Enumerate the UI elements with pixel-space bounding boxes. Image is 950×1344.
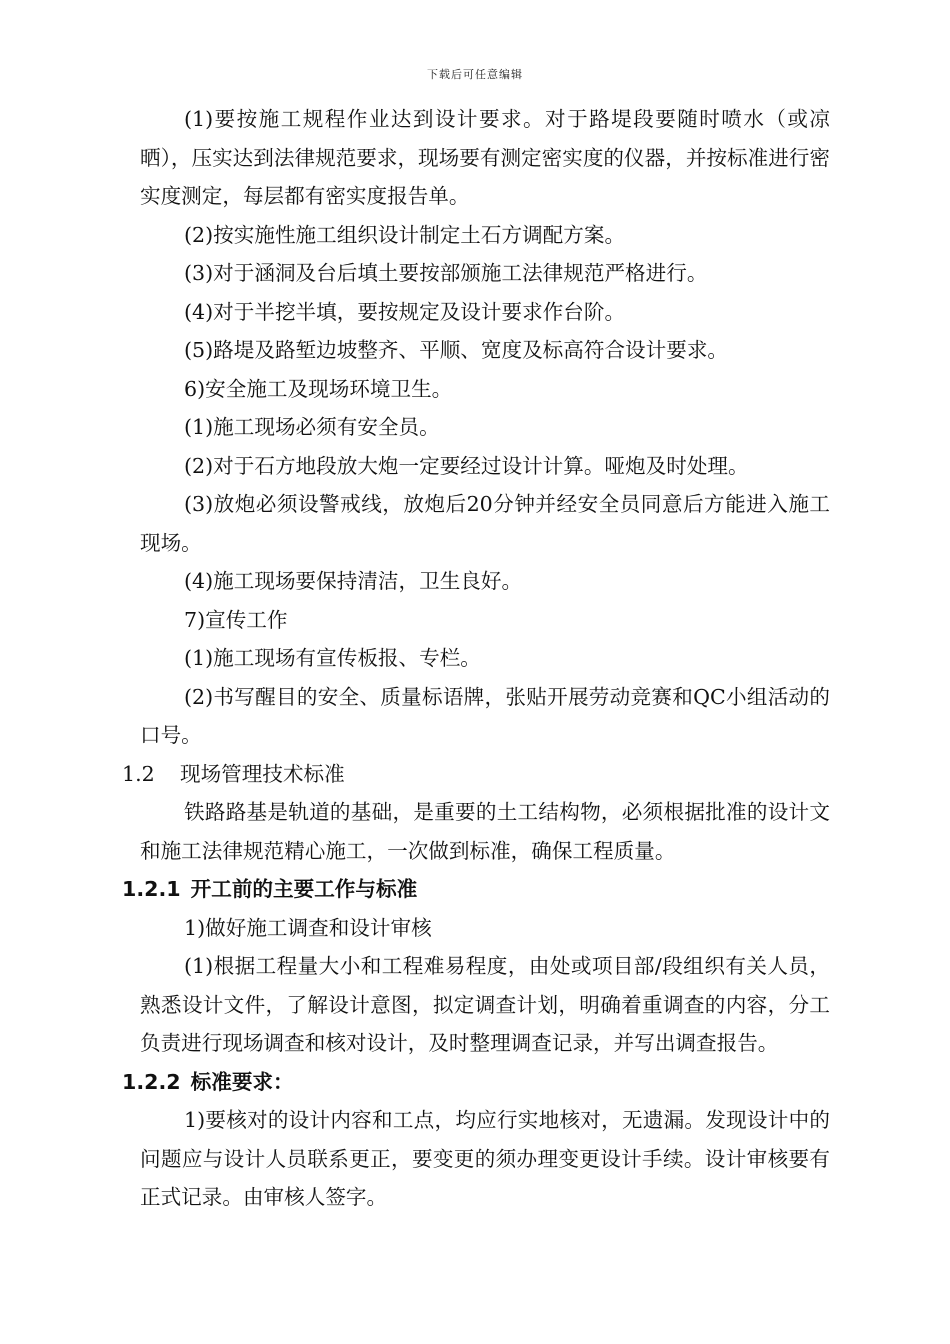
section-number: 1.2.1 (122, 877, 181, 901)
header-note: 下载后可任意编辑 (427, 68, 523, 81)
paragraph: (5)路堤及路堑边坡整齐、平顺、宽度及标高符合设计要求。 (184, 338, 729, 362)
paragraph: (2)书写醒目的安全、质量标语牌，张贴开展劳动竞赛和QC小组活动的口号。 (140, 684, 830, 747)
section-title: 开工前的主要工作与标准 (190, 877, 418, 901)
paragraph: 7)宣传工作 (184, 607, 288, 632)
section-heading (122, 1063, 830, 1102)
section-number: 1.2.2 (122, 1069, 181, 1094)
paragraph: (1)要按施工规程作业达到设计要求。对于路堤段要随时喷水（或凉晒），压实达到法律规范要求，现场要有测定密实度的仪器，并按标准进行密实度测定，每层都有密实度报告单。 (140, 107, 830, 208)
paragraph: 铁路路基是轨道的基础，是重要的土工结构物，必须根据批准的设计文和施工法律规范精心施工，一次做到标准，确保工程质量。 (140, 800, 830, 863)
section-heading (122, 870, 830, 909)
paragraph: 1)要核对的设计内容和工点，均应行实地核对，无遗漏。发现设计中的问题应与设计人员联系更正，要变更的须办理变更设计手续。设计审核要有正式记录。由审核人签字。 (140, 1108, 830, 1209)
section-title: 标准要求： (190, 1069, 294, 1094)
paragraph: (1)施工现场有宣传板报、专栏。 (184, 646, 481, 670)
section-title: 现场管理技术标准 (180, 761, 345, 786)
paragraph: 1)做好施工调查和设计审核 (184, 915, 432, 940)
paragraph: (3)放炮必须设警戒线，放炮后20分钟并经安全员同意后方能进入施工现场。 (140, 492, 830, 555)
paragraph: (2)对于石方地段放大炮一定要经过设计计算。哑炮及时处理。 (184, 453, 749, 478)
section-heading (122, 755, 830, 794)
section-number: 1.2 (122, 761, 155, 786)
paragraph: 6)安全施工及现场环境卫生。 (184, 376, 453, 401)
paragraph: (4)对于半挖半填，要按规定及设计要求作台阶。 (184, 299, 626, 324)
paragraph: (3)对于涵洞及台后填土要按部颁施工法律规范严格进行。 (184, 261, 708, 285)
paragraph: (2)按实施性施工组织设计制定土石方调配方案。 (184, 222, 626, 247)
paragraph: (4)施工现场要保持清洁，卫生良好。 (184, 569, 523, 593)
paragraph: (1)根据工程量大小和工程难易程度，由处或项目部/段组织有关人员，熟悉设计文件，了解设计意图，拟定调查计划，明确着重调查的内容，分工负责进行现场调查和核对设计，及时整理调查记录，并写出调查报告。 (140, 954, 830, 1055)
document-body (122, 100, 830, 1217)
paragraph: (1)施工现场必须有安全员。 (184, 415, 440, 439)
